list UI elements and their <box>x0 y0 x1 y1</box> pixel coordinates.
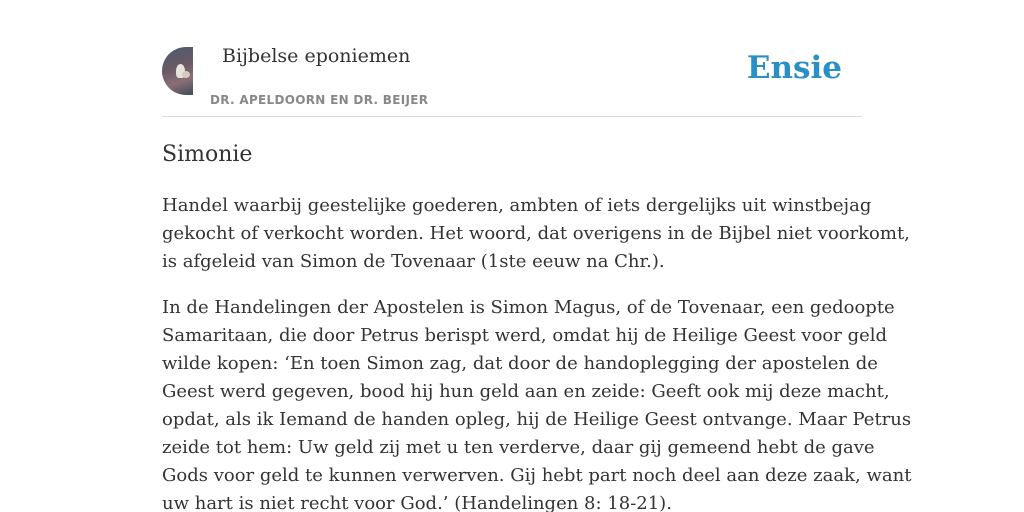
text-line: Geest werd gegeven, bood hij hun geld aan en zeide: Geeft ook mij deze macht, <box>162 381 890 402</box>
ensie-logo[interactable]: Ensie <box>746 50 842 86</box>
text-line: Gods voor geld te kunnen verwerven. Gij hebt part noch deel aan deze zaak, want <box>162 465 912 486</box>
text-line: Samaritaan, die door Petrus berispt werd, omdat hij de Heilige Geest voor geld <box>162 325 888 346</box>
book-cover-icon[interactable] <box>162 47 193 95</box>
text-line: gekocht of verkocht worden. Het woord, dat overigens in de Bijbel niet voorkomt, <box>162 223 910 244</box>
text-line: In de Handelingen der Apostelen is Simon Magus, of de Tovenaar, een gedoopte <box>162 297 895 318</box>
text-line: zeide tot hem: Uw geld zij met u ten verderve, daar gij gemeend hebt de gave <box>162 437 875 458</box>
paragraph-definition <box>162 192 910 276</box>
entry-title: Simonie <box>162 142 253 167</box>
article <box>162 138 912 512</box>
text-line: wilde kopen: ‘En toen Simon zag, dat door de handoplegging der apostelen de <box>162 353 878 374</box>
text-line: Handel waarbij geestelijke goederen, ambten of iets dergelijks uit winstbejag <box>162 195 872 216</box>
cover-figure-detail <box>182 71 190 78</box>
text-line: is afgeleid van Simon de Tovenaar (1ste eeuw na Chr.). <box>162 251 665 272</box>
book-header <box>162 44 862 117</box>
text-line: uw hart is niet recht voor God.’ (Handelingen 8: 18-21). <box>162 493 672 512</box>
text-line: opdat, als ik Iemand de handen opleg, hij de Heilige Geest ontvange. Maar Petrus <box>162 409 912 430</box>
paragraph-explanation <box>162 294 912 512</box>
book-title[interactable]: Bijbelse eponiemen <box>222 45 411 67</box>
book-author[interactable]: DR. APELDOORN EN DR. BEIJER <box>210 93 429 107</box>
